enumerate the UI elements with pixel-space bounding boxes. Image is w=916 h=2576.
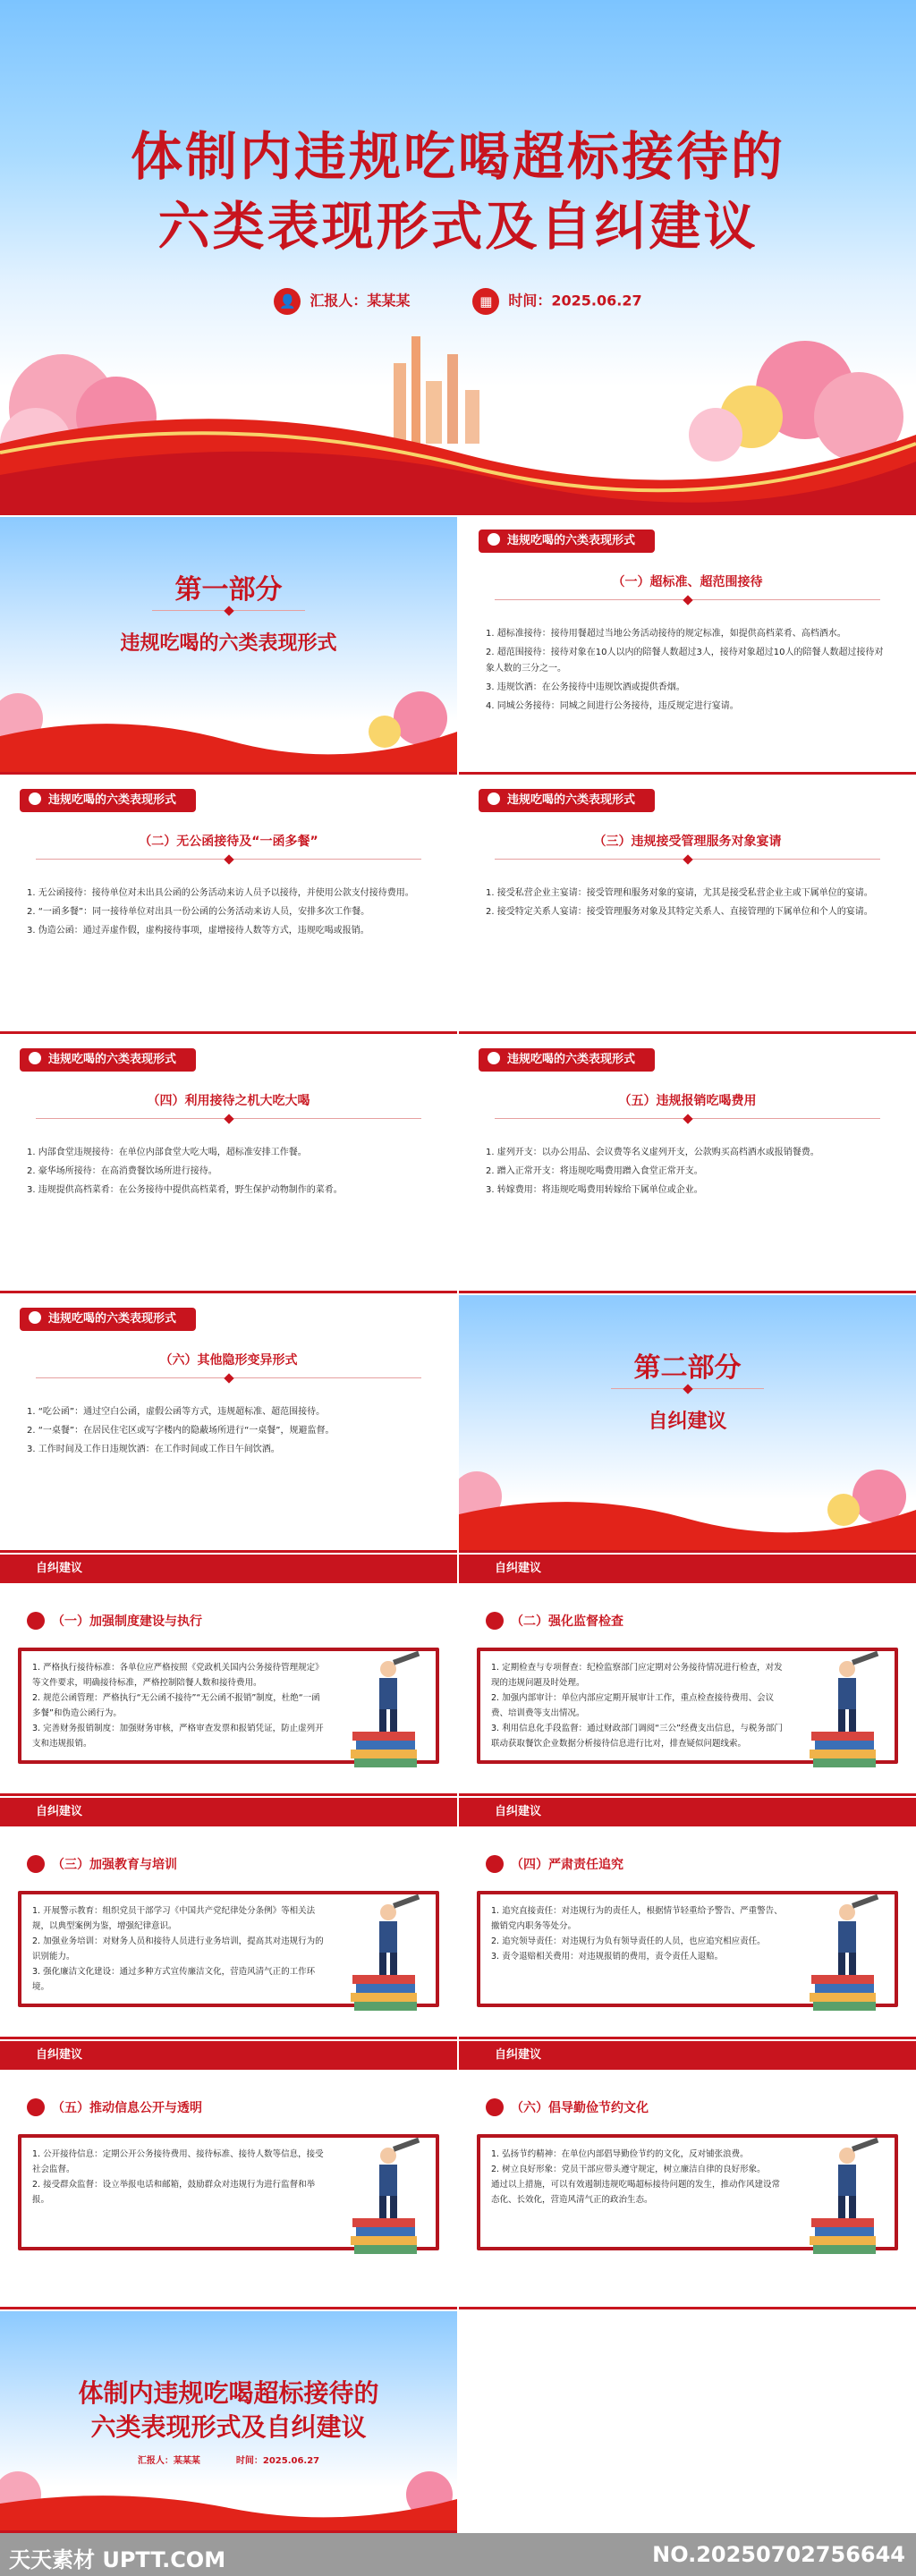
closing-slide — [0, 2311, 457, 2533]
s3-items — [486, 886, 889, 923]
cover-title-line2: 六类表现形式及自纠建议 — [157, 196, 759, 257]
a2-title: （二）强化监督检查 — [486, 1612, 623, 1630]
date: ▦ 时间：2025.06.27 — [472, 288, 641, 315]
person-telescope-illustration — [344, 1877, 428, 2011]
watermark-bar — [0, 2533, 916, 2576]
list-item: 1. 开展警示教育：组织党员干部学习《中国共产党纪律处分条例》等相关法规，以典型案例为鉴，增强纪律意识。 — [32, 1906, 316, 1931]
slide-a4 — [459, 1798, 916, 2039]
person-telescope-illustration — [344, 1633, 428, 1767]
cover-slide — [0, 0, 916, 515]
list-item: 3. 工作时间及工作日违规饮酒：在工作时间或工作日午间饮酒。 — [27, 1445, 280, 1454]
s5-title: （五）违规报销吃喝费用 — [618, 1094, 757, 1108]
part1-slide — [0, 517, 457, 775]
flower-decoration — [0, 682, 457, 772]
section-tag: 违规吃喝的六类表现形式 — [479, 789, 655, 812]
part1-title: 第一部分 — [174, 574, 283, 606]
s4-title: （四）利用接待之机大吃大喝 — [147, 1094, 310, 1108]
list-item: 2. 追究领导责任：对违规行为负有领导责任的人员，也应追究相应责任。 — [491, 1936, 766, 1946]
date: 时间：2025.06.27 — [235, 2456, 320, 2466]
calendar-icon: ▦ — [472, 288, 499, 315]
a1-title: （一）加强制度建设与执行 — [27, 1612, 202, 1630]
list-item: 3. 违规提供高档菜肴：在公务接待中提供高档菜肴，野生保护动物制作的菜肴。 — [27, 1185, 343, 1195]
list-item: 3. 强化廉洁文化建设：通过多种方式宣传廉洁文化，营造风清气正的工作环境。 — [32, 1967, 316, 1992]
slide-s5 — [459, 1036, 916, 1293]
s3-title: （三）违规接受管理服务对象宴请 — [593, 835, 782, 849]
list-item: 1. 内部食堂违规接待：在单位内部食堂大吃大喝，超标准安排工作餐。 — [27, 1148, 307, 1157]
divider — [495, 859, 880, 860]
list-item: 2. “一函多餐”：同一接待单位对出具一份公函的公务活动来访人员，安排多次工作餐。 — [27, 907, 370, 917]
flower-decoration — [0, 2468, 457, 2530]
advice-header: 自纠建议 — [0, 1555, 457, 1583]
list-item: 3. 转嫁费用：将违规吃喝费用转嫁给下属单位或企业。 — [486, 1185, 703, 1195]
reporter: 👤 汇报人：某某某 — [274, 288, 410, 315]
slide-a1 — [0, 1555, 457, 1796]
list-item: 1. 接受私营企业主宴请：接受管理和服务对象的宴请，尤其是接受私营企业主或下属单位的宴请。 — [486, 888, 873, 898]
section-tag: 违规吃喝的六类表现形式 — [479, 1048, 655, 1072]
divider — [36, 1118, 421, 1119]
list-item: 2. 接受特定关系人宴请：接受管理服务对象及其特定关系人、直接管理的下属单位和个人的宴请。 — [486, 907, 873, 917]
s2-title: （二）无公函接待及“一函多餐” — [139, 835, 318, 849]
divider — [495, 599, 880, 600]
a5-title: （五）推动信息公开与透明 — [27, 2098, 202, 2116]
closing-meta — [0, 2453, 457, 2466]
list-item: 3. 责令退赔相关费用：对违规报销的费用，责令责任人退赔。 — [491, 1952, 724, 1962]
list-item: 1. 严格执行接待标准：各单位应严格按照《党政机关国内公务接待管理规定》等文件要求，明确接待标准，严格控制陪餐人数和接待费用。 — [32, 1663, 324, 1688]
reporter: 汇报人：某某某 — [137, 2456, 200, 2466]
list-item: 2. 超范围接待：接待对象在10人以内的陪餐人数超过3人，接待对象超过10人的陪餐人数超过接待对象人数的三分之一。 — [486, 648, 884, 674]
part2-slide — [459, 1295, 916, 1553]
advice-header: 自纠建议 — [459, 2041, 916, 2070]
user-icon: 👤 — [274, 288, 301, 315]
a3-title: （三）加强教育与培训 — [27, 1855, 177, 1873]
part2-title: 第二部分 — [633, 1352, 742, 1384]
s1-title: （一）超标准、超范围接待 — [612, 575, 763, 589]
list-item: 通过以上措施，可以有效遏制违规吃喝超标接待问题的发生，推动作风建设常态化、长效化，营造风清气正的政治生态。 — [491, 2180, 781, 2205]
section-tag: 违规吃喝的六类表现形式 — [20, 789, 196, 812]
list-item: 2. 树立良好形象：党员干部应带头遵守规定，树立廉洁自律的良好形象。 — [491, 2165, 766, 2174]
a4-title: （四）严肃责任追究 — [486, 1855, 623, 1873]
list-item: 2. 蹭入正常开支：将违规吃喝费用蹭入食堂正常开支。 — [486, 1166, 703, 1176]
list-item: 1. “吃公函”：通过空白公函，虚假公函等方式，违规超标准、超范围接待。 — [27, 1407, 326, 1417]
flower-decoration — [459, 1461, 916, 1550]
slide-s4 — [0, 1036, 457, 1293]
person-telescope-illustration — [344, 2120, 428, 2254]
slide-s6 — [0, 1295, 457, 1553]
s5-items — [486, 1145, 889, 1201]
list-item: 2. 加强内部审计：单位内部应定期开展审计工作，重点检查接待费用、会议费、培训费等支出情况。 — [491, 1693, 775, 1718]
closing-title-line2: 六类表现形式及自纠建议 — [90, 2412, 367, 2442]
advice-header: 自纠建议 — [0, 1798, 457, 1826]
list-item: 2. 豪华场所接待：在高消费餐饮场所进行接待。 — [27, 1166, 217, 1176]
list-item: 3. 伪造公函：通过弄虚作假，虚构接待事项，虚增接待人数等方式，违规吃喝或报销。 — [27, 926, 369, 936]
list-item: 3. 完善财务报销制度：加强财务审核，严格审查发票和报销凭证，防止虚列开支和违规报销。 — [32, 1724, 324, 1749]
divider — [495, 1118, 880, 1119]
watermark-right: NO.20250702756644 — [652, 2542, 905, 2567]
slide-a5 — [0, 2041, 457, 2309]
slide-a2 — [459, 1555, 916, 1796]
list-item: 2. 规范公函管理：严格执行“无公函不接待”“无公函不报销”制度，杜绝“一函多餐”和伪造公函行为。 — [32, 1693, 320, 1718]
part2-subtitle: 自纠建议 — [648, 1411, 727, 1433]
list-item: 3. 违规饮酒：在公务接待中违规饮酒或提供香烟。 — [486, 682, 685, 692]
s1-items — [486, 626, 889, 717]
s2-items — [27, 886, 430, 942]
advice-header: 自纠建议 — [459, 1798, 916, 1826]
person-telescope-illustration — [802, 1877, 887, 2011]
advice-header: 自纠建议 — [0, 2041, 457, 2070]
closing-title-line1: 体制内违规吃喝超标接待的 — [78, 2378, 379, 2408]
list-item: 4. 同城公务接待：同城之间进行公务接待，违反规定进行宴请。 — [486, 701, 739, 711]
list-item: 1. 超标准接待：接待用餐超过当地公务活动接待的规定标准，如提供高档菜肴、高档酒水。 — [486, 629, 846, 639]
cover-flower-decoration — [0, 309, 916, 515]
divider — [36, 1377, 421, 1378]
section-tag: 违规吃喝的六类表现形式 — [479, 530, 655, 553]
list-item: 1. 公开接待信息：定期公开公务接待费用、接待标准、接待人数等信息，接受社会监督。 — [32, 2149, 324, 2174]
divider — [36, 859, 421, 860]
a6-title: （六）倡导勤俭节约文化 — [486, 2098, 649, 2116]
part1-subtitle: 违规吃喝的六类表现形式 — [120, 632, 337, 655]
list-item: 2. “一桌餐”：在居民住宅区或写字楼内的隐蔽场所进行“一桌餐”，规避监督。 — [27, 1426, 335, 1436]
slide-s3 — [459, 776, 916, 1034]
list-item: 2. 加强业务培训：对财务人员和接待人员进行业务培训，提高其对违规行为的识别能力。 — [32, 1936, 324, 1962]
section-tag: 违规吃喝的六类表现形式 — [20, 1048, 196, 1072]
person-telescope-illustration — [802, 2120, 887, 2254]
advice-header: 自纠建议 — [459, 1555, 916, 1583]
slide-s2 — [0, 776, 457, 1034]
s4-items — [27, 1145, 430, 1201]
list-item: 1. 虚列开支：以办公用品、会议费等名义虚列开支，公款购买高档酒水或报销餐费。 — [486, 1148, 819, 1157]
list-item: 1. 定期检查与专项督查：纪检监察部门应定期对公务接待情况进行检查，对发现的违规问题及时处理。 — [491, 1663, 783, 1688]
list-item: 3. 利用信息化手段监督：通过财政部门调阅“三公”经费支出信息，与税务部门联动获取餐饮企业数据分析接待信息进行比对，排查疑似问题线索。 — [491, 1724, 783, 1749]
watermark-left: 天天素材 UPTT.COM — [9, 2547, 226, 2572]
list-item: 2. 接受群众监督：设立举报电话和邮箱，鼓励群众对违规行为进行监督和举报。 — [32, 2180, 316, 2205]
slide-a6 — [459, 2041, 916, 2309]
slide-s1 — [459, 517, 916, 775]
s6-items — [27, 1404, 430, 1461]
cover-title-line1: 体制内违规吃喝超标接待的 — [130, 126, 785, 187]
divider — [152, 610, 305, 611]
section-tag: 违规吃喝的六类表现形式 — [20, 1308, 196, 1331]
slide-a3 — [0, 1798, 457, 2039]
person-telescope-illustration — [802, 1633, 887, 1767]
list-item: 1. 弘扬节约精神：在单位内部倡导勤俭节约的文化，反对铺张浪费。 — [491, 2149, 749, 2159]
list-item: 1. 无公函接待：接待单位对未出具公函的公务活动来访人员予以接待，并使用公款支付接待费用。 — [27, 888, 414, 898]
s6-title: （六）其他隐形变异形式 — [159, 1353, 298, 1368]
divider — [611, 1388, 764, 1389]
list-item: 1. 追究直接责任：对违规行为的责任人，根据情节轻重给予警告、严重警告、撤销党内职务等处分。 — [491, 1906, 783, 1931]
